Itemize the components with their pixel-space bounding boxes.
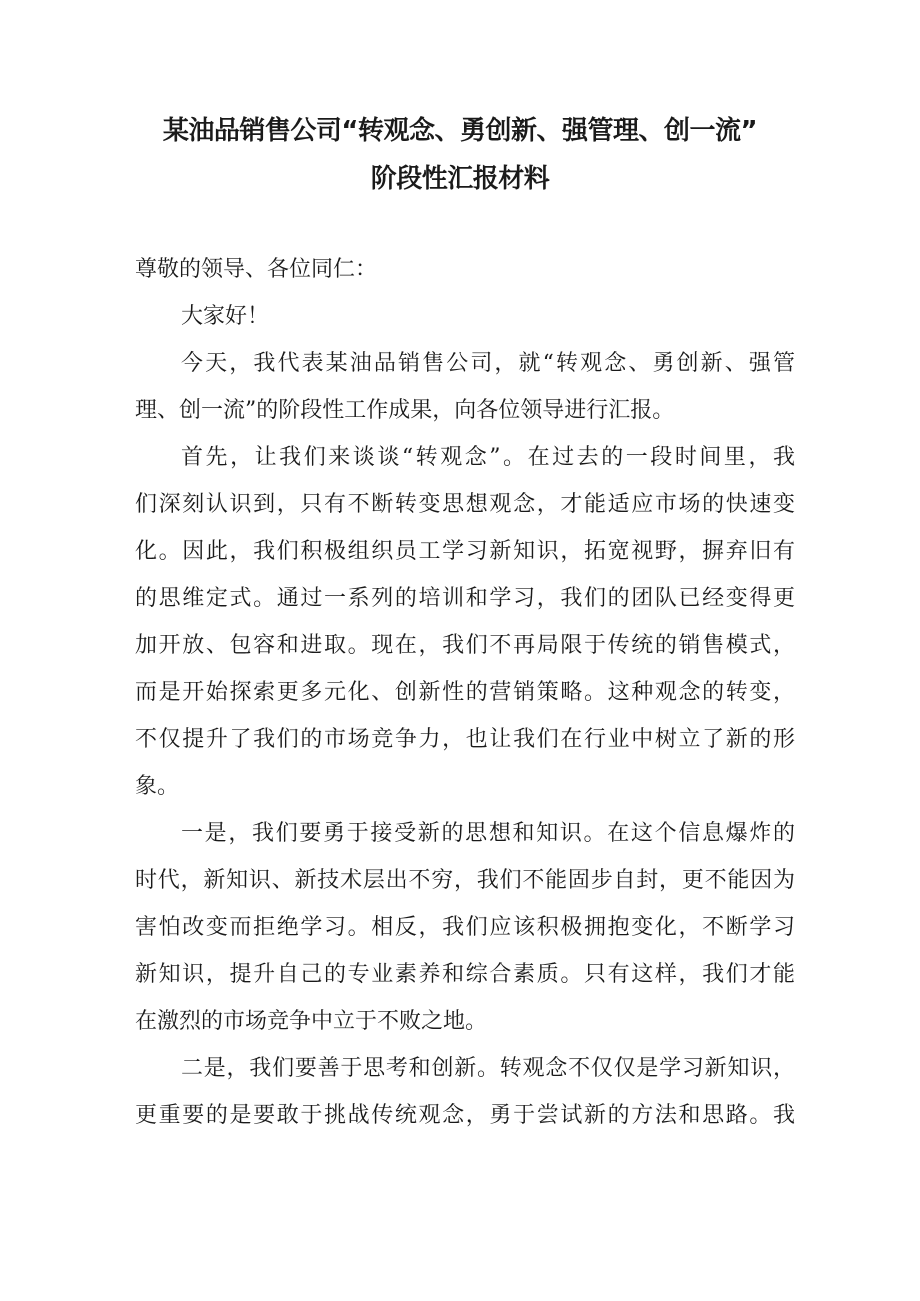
- body-line: 一是，我们要勇于接受新的思想和知识。在这个信息爆炸的: [181, 821, 795, 846]
- body-line: 们深刻认识到，只有不断转变思想观念，才能适应市场的快速变: [135, 492, 795, 517]
- body-line: 更重要的是要敢于挑战传统观念，勇于尝试新的方法和思路。我: [135, 1103, 795, 1128]
- body-line: 而是开始探索更多元化、创新性的营销策略。这种观念的转变，: [135, 680, 795, 705]
- body-line: 在激烈的市场竞争中立于不败之地。: [135, 1009, 488, 1034]
- body-line: 化。因此，我们积极组织员工学习新知识，拓宽视野，摒弃旧有: [135, 539, 795, 564]
- body-line: 理、创一流”的阶段性工作成果，向各位领导进行汇报。: [135, 398, 675, 423]
- document-body: [135, 246, 795, 1139]
- document-title-line-2: 阶段性汇报材料: [370, 164, 550, 194]
- body-line: 的思维定式。通过一系列的培训和学习，我们的团队已经变得更: [135, 586, 795, 611]
- body-line: 首先，让我们来谈谈“转观念”。在过去的一段时间里，我: [181, 445, 795, 470]
- body-line: 二是，我们要善于思考和创新。转观念不仅仅是学习新知识，: [181, 1056, 795, 1081]
- document-title-line-1: 某油品销售公司“转观念、勇创新、强管理、创一流”: [162, 116, 758, 146]
- body-line: 害怕改变而拒绝学习。相反，我们应该积极拥抱变化，不断学习: [135, 915, 795, 940]
- body-line: 时代，新知识、新技术层出不穷，我们不能固步自封，更不能因为: [135, 868, 795, 893]
- salutation: 尊敬的领导、各位同仁：: [135, 257, 378, 282]
- body-line: 新知识，提升自己的专业素养和综合素质。只有这样，我们才能: [135, 962, 795, 987]
- body-line: 今天，我代表某油品销售公司，就“转观念、勇创新、强管: [181, 351, 795, 376]
- body-line: 不仅提升了我们的市场竞争力，也让我们在行业中树立了新的形: [135, 727, 795, 752]
- body-line: 象。: [135, 774, 180, 799]
- body-line: 加开放、包容和进取。现在，我们不再局限于传统的销售模式，: [135, 633, 795, 658]
- greeting: 大家好！: [181, 304, 270, 329]
